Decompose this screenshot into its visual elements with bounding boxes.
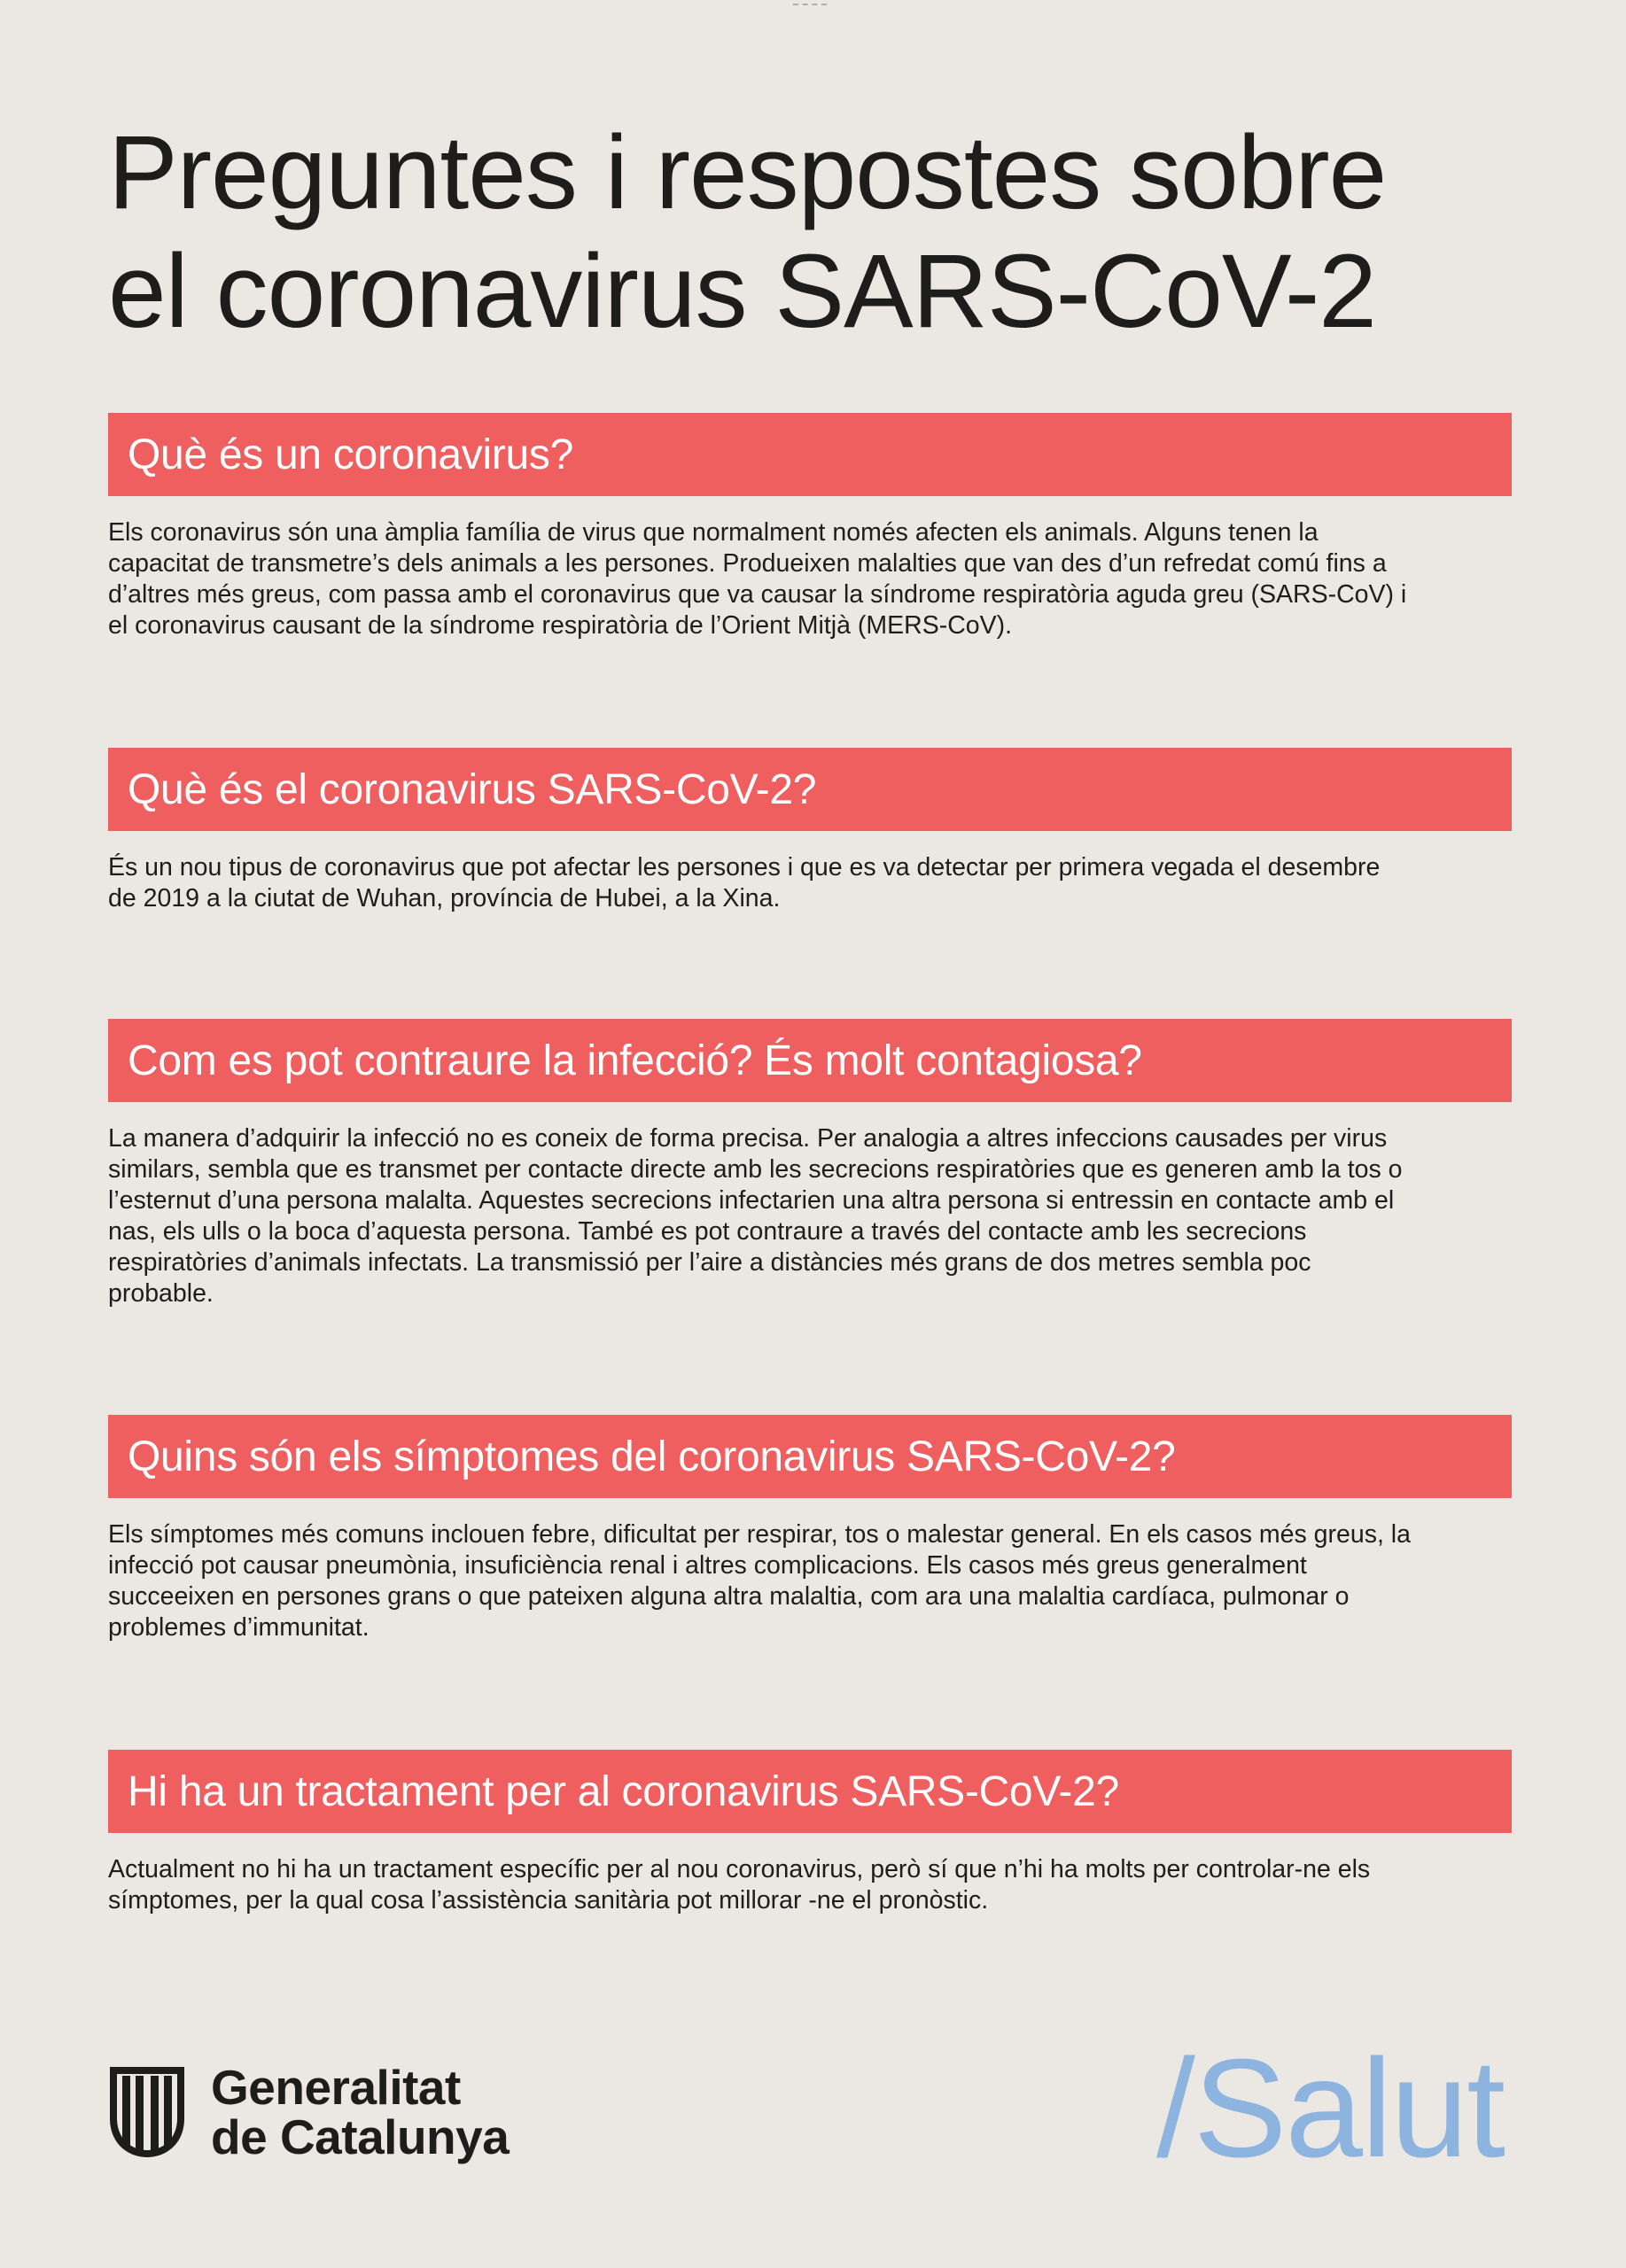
section-what-is-coronavirus bbox=[108, 413, 1512, 641]
page-title-line-1: Preguntes i respostes sobre bbox=[108, 114, 1387, 231]
section-heading: Hi ha un tractament per al coronavirus SARS-CoV-2? bbox=[128, 1767, 1119, 1815]
section-body bbox=[108, 517, 1411, 641]
section-what-is-sars-cov-2 bbox=[108, 748, 1512, 914]
section-paragraph: Els coronavirus són una àmplia família de virus que normalment només afecten els animals. Alguns tenen la capacitat de transmetre’s dels animals a les persones. Produeixen malalties que van des d’un refredat comú fins a d’altres més greus, com passa amb el coronavirus que va causar la síndrome respiratòria aguda greu (SARS-CoV) i el coronavirus causant de la síndrome respiratòria de l’Orient Mitjà (MERS-CoV). bbox=[108, 518, 1407, 640]
generalitat-emblem-icon bbox=[106, 2063, 188, 2161]
salut-department-mark: /Salut bbox=[1155, 2031, 1504, 2186]
page-title-line-2: el coronavirus SARS-CoV-2 bbox=[108, 233, 1376, 350]
section-header bbox=[108, 413, 1512, 496]
section-treatment bbox=[108, 1750, 1512, 1916]
section-body bbox=[108, 1854, 1411, 1916]
section-body bbox=[108, 852, 1411, 914]
section-heading: Què és un coronavirus? bbox=[128, 431, 574, 478]
section-paragraph: Actualment no hi ha un tractament específic per al nou coronavirus, però sí que n’hi ha molts per controlar-ne els símptomes, per la qual cosa l’assistència sanitària pot millorar -ne el pronòstic. bbox=[108, 1855, 1371, 1915]
generalitat-wordmark bbox=[211, 2062, 509, 2162]
section-paragraph: La manera d’adquirir la infecció no es coneix de forma precisa. Per analogia a altres infeccions causades per virus similars, sembla que es transmet per contacte directe amb les secrecions respiratòries que es generen amb la tos o l’esternut d’una persona malalta. Aquestes secrecions infectarien una altra persona si entressin en contacte amb el nas, els ulls o la boca d’aquesta persona. També es pot contraure a través del contacte amb les secrecions respiratòries d’animals infectats. La transmissió per l’aire a distàncies més grans de dos metres sembla poc probable. bbox=[108, 1124, 1403, 1308]
section-paragraph: Els símptomes més comuns inclouen febre, dificultat per respirar, tos o malestar general. En els casos més greus, la infecció pot causar pneumònia, insuficiència renal i altres complicacions. Els casos més greus generalment succeeixen en persones grans o que pateixen alguna altra malaltia, com ara una malaltia cardíaca, pulmonar o problemes d’immunitat. bbox=[108, 1520, 1411, 1642]
generalitat-logo bbox=[106, 2062, 509, 2162]
section-header bbox=[108, 1750, 1512, 1833]
section-header bbox=[108, 1415, 1512, 1498]
section-paragraph: És un nou tipus de coronavirus que pot afectar les persones i que es va detectar per primera vegada el desembre de 2019 a la ciutat de Wuhan, província de Hubei, a la Xina. bbox=[108, 853, 1381, 913]
page-title bbox=[108, 113, 1526, 351]
section-header bbox=[108, 1019, 1512, 1102]
section-heading: Què és el coronavirus SARS-CoV-2? bbox=[128, 765, 817, 813]
logo-line-1: Generalitat bbox=[211, 2060, 461, 2115]
logo-line-2: de Catalunya bbox=[211, 2109, 510, 2164]
top-crop-mark bbox=[793, 4, 827, 8]
section-body bbox=[108, 1123, 1411, 1309]
section-header bbox=[108, 748, 1512, 831]
section-symptoms bbox=[108, 1415, 1512, 1643]
section-body bbox=[108, 1519, 1411, 1643]
section-heading: Quins són els símptomes del coronavirus SARS-CoV-2? bbox=[128, 1433, 1176, 1480]
section-how-contagious bbox=[108, 1019, 1512, 1309]
section-heading: Com es pot contraure la infecció? És molt contagiosa? bbox=[128, 1037, 1142, 1084]
